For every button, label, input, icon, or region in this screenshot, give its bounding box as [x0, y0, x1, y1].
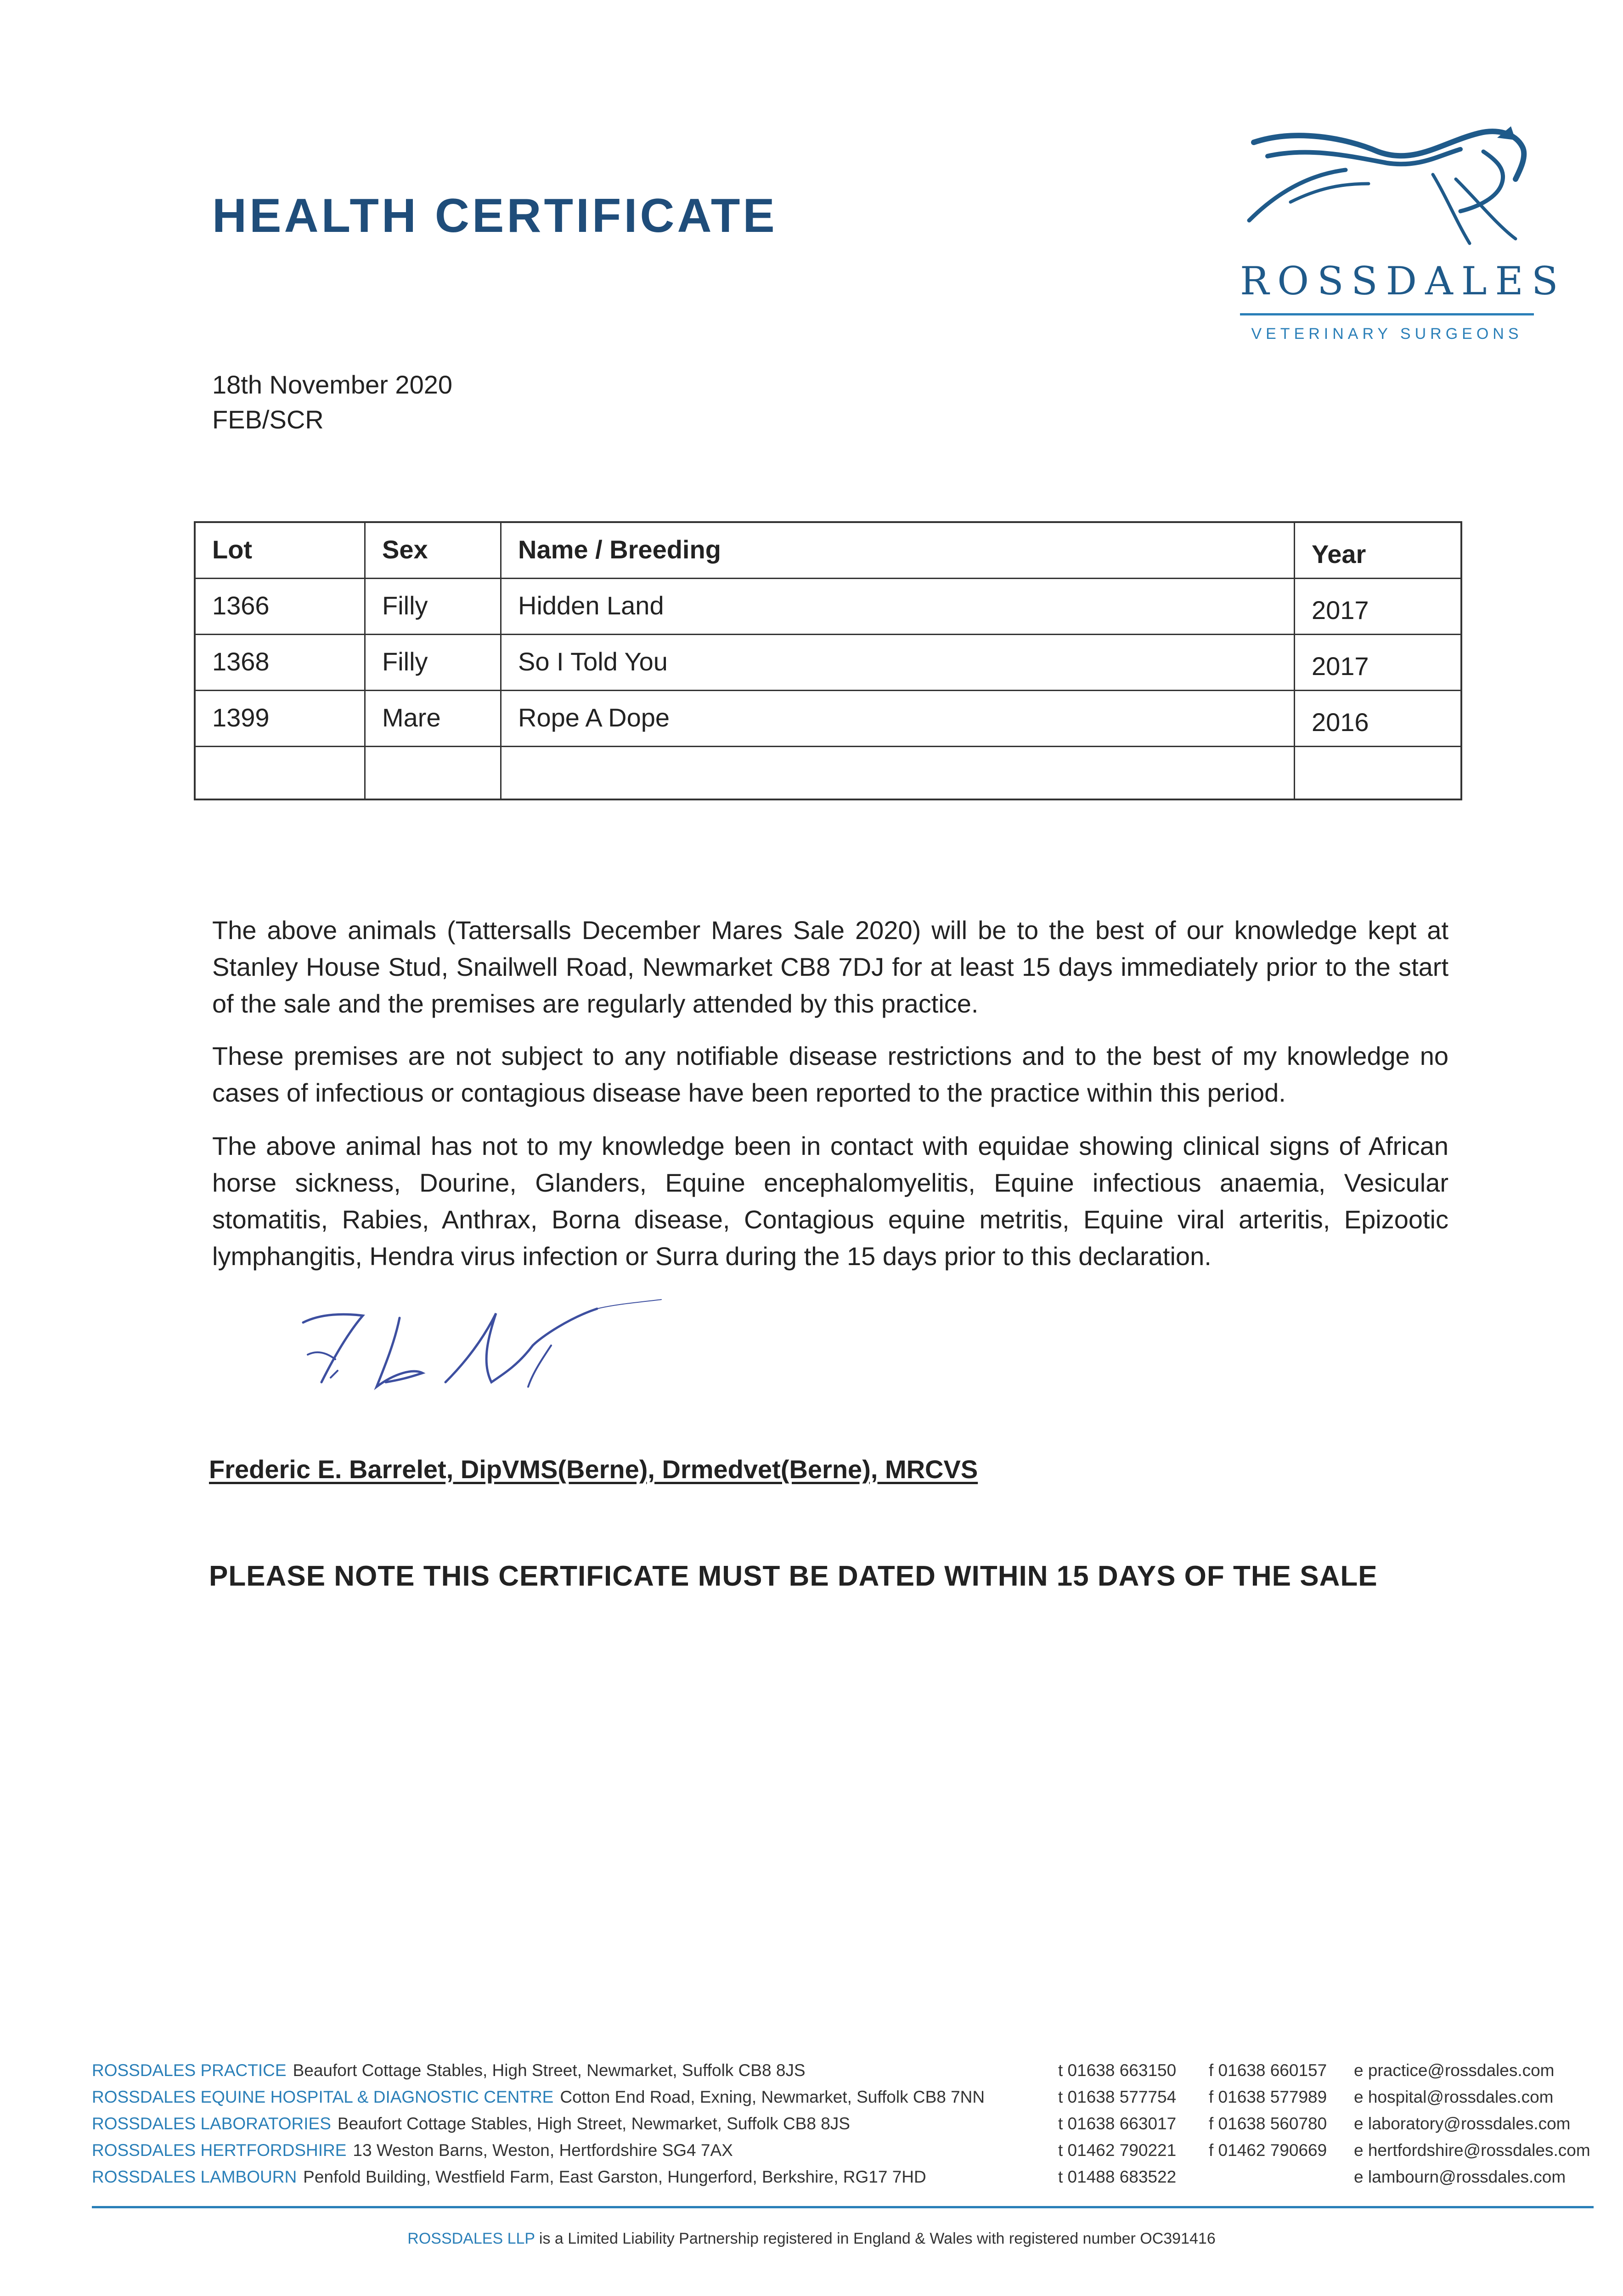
logo-tagline: VETERINARY SURGEONS — [1251, 325, 1523, 343]
footer-location-row — [92, 2062, 1598, 2088]
logo-wordmark: ROSSDALES — [1240, 259, 1567, 304]
document-date: 18th November 2020 — [212, 370, 453, 399]
location-phone: t 01638 577754 — [1058, 2088, 1177, 2106]
location-email[interactable]: e practice@rossdales.com — [1354, 2061, 1555, 2080]
table-row — [196, 579, 1460, 635]
footer-location-row — [92, 2088, 1598, 2115]
lot-cell: 1368 — [196, 635, 366, 690]
name-cell: So I Told You — [502, 635, 1295, 690]
name-cell — [502, 747, 1295, 799]
location-label: ROSSDALES HERTFORDSHIRE — [92, 2141, 347, 2160]
year-cell: 2016 — [1312, 708, 1369, 737]
registration-note — [0, 2231, 1623, 2246]
location-address: Beaufort Cottage Stables, High Street, Newmarket, Suffolk CB8 8JS — [337, 2114, 850, 2133]
lot-cell — [196, 747, 366, 799]
location-label: ROSSDALES LABORATORIES — [92, 2114, 331, 2133]
rossdales-logo — [1222, 124, 1567, 354]
document-title: HEALTH CERTIFICATE — [212, 189, 778, 242]
column-header-sex: Sex — [366, 523, 502, 578]
lot-cell: 1399 — [196, 691, 366, 746]
location-address: Cotton End Road, Exning, Newmarket, Suffolk CB8 7NN — [560, 2088, 985, 2106]
location-fax: f 01638 660157 — [1209, 2061, 1327, 2080]
location-phone: t 01462 790221 — [1058, 2141, 1177, 2160]
declaration-paragraph-premises: The above animals (Tattersalls December Mares Sale 2020) will be to the best of our knowledge kept at Stanley House Stud, Snailwell Road, Newmarket CB8 7DJ for at least 15 days immediately prior to the start of the sale and the premises are regularly attended by this practice. — [212, 916, 1448, 1018]
sex-cell: Filly — [366, 579, 502, 634]
sex-cell: Mare — [366, 691, 502, 746]
sex-cell: Filly — [366, 635, 502, 690]
location-email[interactable]: e lambourn@rossdales.com — [1354, 2167, 1566, 2186]
footer-location-row — [92, 2142, 1598, 2168]
handwritten-signature — [294, 1295, 671, 1414]
year-cell: 2017 — [1312, 596, 1369, 625]
lots-table — [194, 521, 1462, 800]
footer-location-row — [92, 2168, 1598, 2195]
year-cell: 2017 — [1312, 652, 1369, 681]
footer-divider — [92, 2206, 1594, 2208]
sex-cell — [366, 747, 502, 799]
location-address: Beaufort Cottage Stables, High Street, Newmarket, Suffolk CB8 8JS — [293, 2061, 806, 2080]
name-cell: Rope A Dope — [502, 691, 1295, 746]
location-label: ROSSDALES LAMBOURN — [92, 2167, 297, 2186]
declaration-paragraph-restrictions: These premises are not subject to any notifiable disease restrictions and to the best of my knowledge no cases of infectious or contagious disease have been reported to the practice within this period. — [212, 1041, 1448, 1107]
location-address: Penfold Building, Westfield Farm, East Garston, Hungerford, Berkshire, RG17 7HD — [303, 2167, 926, 2186]
horse-logo-icon — [1240, 124, 1534, 262]
location-fax: f 01638 577989 — [1209, 2088, 1327, 2106]
column-header-year: Year — [1312, 540, 1366, 568]
location-phone: t 01638 663150 — [1058, 2061, 1177, 2080]
location-phone: t 01488 683522 — [1058, 2167, 1177, 2186]
registration-text: is a Limited Liability Partnership registered in England & Wales with registered number OC391416 — [539, 2230, 1216, 2247]
location-fax: f 01462 790669 — [1209, 2141, 1327, 2160]
year-cell — [1295, 747, 1460, 799]
declaration-paragraph-diseases: The above animal has not to my knowledge been in contact with equidae showing clinical signs of African horse sickness, Dourine, Glanders, Equine encephalomyelitis, Equine infectious anaemia, Vesicular stomatitis, Rabies, Anthrax, Borna disease, Contagious equine metritis, Equine viral arteritis, Epizootic lymphangitis, Hendra virus infection or Surra during the 15 days prior to this declaration. — [212, 1131, 1448, 1271]
column-header-lot: Lot — [196, 523, 366, 578]
location-address: 13 Weston Barns, Weston, Hertfordshire SG4 7AX — [353, 2141, 733, 2160]
footer-contacts — [92, 2062, 1598, 2255]
location-phone: t 01638 663017 — [1058, 2114, 1177, 2133]
footer-location-row — [92, 2115, 1598, 2142]
lot-cell: 1366 — [196, 579, 366, 634]
column-header-name: Name / Breeding — [502, 523, 1295, 578]
table-row — [196, 691, 1460, 747]
document-reference: FEB/SCR — [212, 405, 324, 434]
table-row-empty — [196, 747, 1460, 799]
location-label: ROSSDALES PRACTICE — [92, 2061, 287, 2080]
location-email[interactable]: e hertfordshire@rossdales.com — [1354, 2141, 1590, 2160]
location-email[interactable]: e laboratory@rossdales.com — [1354, 2114, 1571, 2133]
location-fax: f 01638 560780 — [1209, 2114, 1327, 2133]
validity-notice: PLEASE NOTE THIS CERTIFICATE MUST BE DATED WITHIN 15 DAYS OF THE SALE — [209, 1560, 1378, 1592]
table-row — [196, 635, 1460, 691]
table-header-row — [196, 523, 1460, 579]
logo-divider — [1240, 313, 1534, 315]
name-cell: Hidden Land — [502, 579, 1295, 634]
signatory-name: Frederic E. Barrelet, DipVMS(Berne), Drmedvet(Berne), MRCVS — [209, 1455, 978, 1484]
location-email[interactable]: e hospital@rossdales.com — [1354, 2088, 1554, 2106]
registration-label: ROSSDALES LLP — [407, 2230, 535, 2247]
location-label: ROSSDALES EQUINE HOSPITAL & DIAGNOSTIC CENTRE — [92, 2088, 554, 2106]
